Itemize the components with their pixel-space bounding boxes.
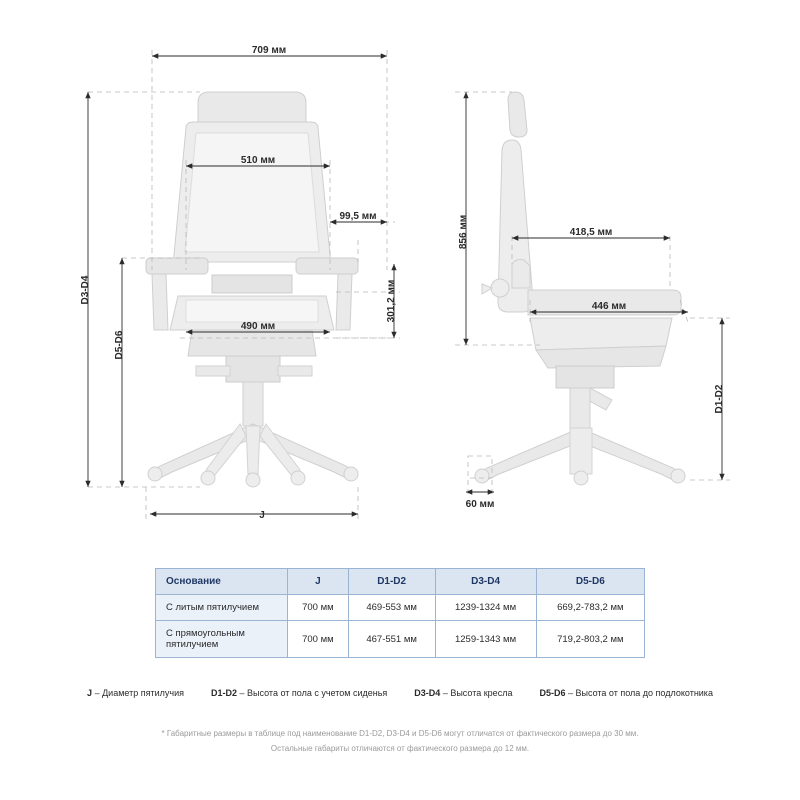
dim-seat-width: 490 мм <box>240 321 276 332</box>
front-view-chair <box>146 92 358 487</box>
cell-j: 700 мм <box>288 595 349 621</box>
legend-text-j: – Диаметр пятилучия <box>94 688 184 698</box>
cell-d1-d2: 467-551 мм <box>348 621 435 658</box>
legend-text-d5-d6: – Высота от пола до подлокотника <box>568 688 713 698</box>
cell-d3-d4: 1259-1343 мм <box>435 621 536 658</box>
col-d1-d2: D1-D2 <box>348 569 435 595</box>
dim-seat-depth: 446 мм <box>591 301 627 312</box>
col-base: Основание <box>156 569 288 595</box>
legend <box>0 688 800 698</box>
cell-d3-d4: 1239-1324 мм <box>435 595 536 621</box>
cell-base: С прямоугольным пятилучием <box>156 621 288 658</box>
cell-j: 700 мм <box>288 621 349 658</box>
col-j: J <box>288 569 349 595</box>
dim-backrest-width: 510 мм <box>240 155 276 166</box>
col-d5-d6: D5-D6 <box>536 569 644 595</box>
footnote <box>0 726 800 756</box>
specs-table <box>155 568 645 658</box>
dim-armrest-offset: 99,5 мм <box>339 211 377 222</box>
dim-height-d3-d4: D3-D4 <box>80 275 91 305</box>
legend-text-d3-d4: – Высота кресла <box>442 688 513 698</box>
table-header-row <box>156 569 645 595</box>
table-row <box>156 621 645 658</box>
cell-d5-d6: 669,2-783,2 мм <box>536 595 644 621</box>
dim-base-diameter: J <box>259 510 265 521</box>
dim-height-d1-d2: D1-D2 <box>714 384 725 414</box>
legend-key-d5-d6: D5-D6 <box>539 688 566 698</box>
legend-text-d1-d2: – Высота от пола с учетом сиденья <box>239 688 388 698</box>
dim-armrest-height: 301,2 мм <box>386 279 397 323</box>
table-row <box>156 595 645 621</box>
dim-caster-size: 60 мм <box>465 499 495 510</box>
dim-back-height: 856 мм <box>458 214 469 250</box>
legend-key-j: J <box>87 688 93 698</box>
legend-key-d1-d2: D1-D2 <box>211 688 238 698</box>
cell-d5-d6: 719,2-803,2 мм <box>536 621 644 658</box>
cell-base: С литым пятилучием <box>156 595 288 621</box>
dim-upper-depth: 418,5 мм <box>569 227 613 238</box>
footnote-line-2: Остальные габариты отличаются от фактического размера до 12 мм. <box>270 744 530 753</box>
col-d3-d4: D3-D4 <box>435 569 536 595</box>
dim-height-d5-d6: D5-D6 <box>114 330 125 360</box>
footnote-line-1: * Габаритные размеры в таблице под наименование D1-D2, D3-D4 и D5-D6 могут отличатся от фактического размера до 30 мм. <box>161 729 639 738</box>
legend-key-d3-d4: D3-D4 <box>414 688 441 698</box>
cell-d1-d2: 469-553 мм <box>348 595 435 621</box>
dim-overall-width: 709 мм <box>251 45 287 56</box>
specs-table-container <box>155 568 645 658</box>
side-view-chair <box>475 92 685 485</box>
